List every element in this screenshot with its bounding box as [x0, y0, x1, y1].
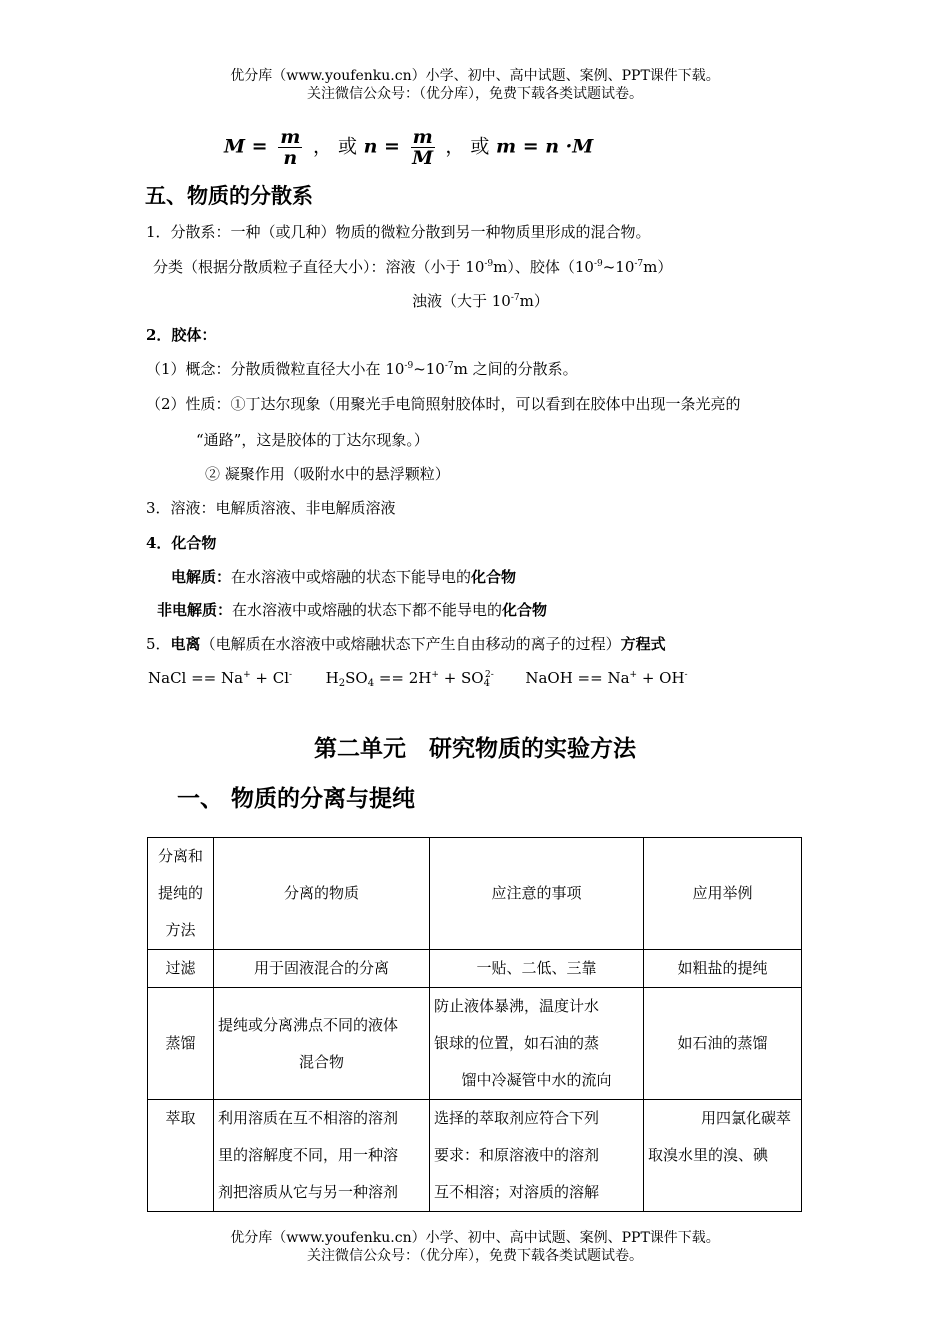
item-5-text: （电解质在水溶液中或熔融状态下产生自由移动的离子的过程）: [200, 635, 621, 653]
cell-line: 选择的萃取剂应符合下列: [434, 1109, 600, 1127]
cell-line: 取溴水里的溴、碘: [648, 1146, 769, 1164]
cell-method: 萃取: [148, 1100, 214, 1212]
molar-mass-formula: [224, 127, 593, 168]
fraction-m-over-n: [278, 127, 302, 168]
classify-a: 分类（根据分散质粒子直径大小）：溶液（小于 10: [153, 258, 485, 276]
table-header-row: [148, 838, 802, 950]
eq2-a: H: [325, 669, 339, 687]
eq2-sub4: 4: [367, 678, 375, 689]
cell-line: 要求：和原溶液中的溶剂: [434, 1146, 600, 1164]
cell-line: 馏中冷凝管中水的流向: [461, 1071, 612, 1089]
formula-sep-1: ， 或: [312, 135, 357, 158]
eq1-a: NaCl == Na: [148, 669, 244, 687]
frac2-den: M: [412, 147, 434, 169]
nonelectrolyte-compound: 化合物: [502, 601, 548, 619]
eq3-charge-plus: +: [629, 670, 638, 680]
header-line-1: 优分库（www.youfenku.cn）小学、初中、高中试题、案例、PPT课件下载。: [230, 68, 720, 84]
item-1: 1．分散系：一种（或几种）物质的微粒分散到另一种物质里形成的混合物。: [146, 223, 651, 241]
item-5-label: 电离: [170, 635, 201, 653]
section-5-title: 五、物质的分散系: [145, 183, 313, 208]
colloid-property-1: （2）性质：①丁达尔现象（用聚光手电筒照射胶体时，可以看到在胶体中出现一条光亮的: [146, 395, 741, 413]
formula-part3: m = n ·M: [496, 135, 594, 158]
eq2-b: SO: [345, 669, 368, 687]
cell-method: 蒸馏: [148, 988, 214, 1100]
concept-a: （1）概念：分散质微粒直径大小在 10: [146, 360, 405, 378]
cell-notes: 一贴、二低、三靠: [430, 950, 644, 988]
classification-line: [153, 257, 672, 277]
eq2-charge-plus: +: [431, 670, 439, 680]
frac1-den: n: [283, 147, 298, 169]
electrolyte-line: [171, 567, 516, 587]
header-method-line: 分离和: [157, 847, 203, 865]
eq1-charge-plus: +: [243, 670, 251, 680]
electrolyte-compound: 化合物: [471, 568, 517, 586]
cell-substance: 用于固液混合的分离: [214, 950, 430, 988]
header-cell-substance: 分离的物质: [214, 838, 430, 950]
nonelectrolyte-text: 在水溶液中或熔融的状态下都不能导电的: [232, 601, 503, 619]
cell-line: 利用溶质在互不相溶的溶剂: [218, 1109, 399, 1127]
classify-c: ~10: [602, 258, 635, 276]
cell-example: 如石油的蒸馏: [644, 988, 802, 1100]
exp-f: -7: [444, 361, 454, 371]
ionization-equations: [148, 668, 688, 688]
formula-sep-2: ， 或: [445, 135, 490, 158]
cell-line: 混合物: [298, 1052, 344, 1071]
fraction-m-over-M: [411, 127, 435, 168]
turbid-a: 浊液（大于 10: [412, 292, 511, 310]
cell-line: 剂把溶质从它与另一种溶剂: [218, 1183, 399, 1201]
cell-notes: [430, 1100, 644, 1212]
formula-part2: n =: [363, 135, 400, 158]
item-5-tail: 方程式: [620, 635, 666, 653]
cell-example: 如粗盐的提纯: [644, 950, 802, 988]
item-5-num: 5．: [146, 635, 171, 653]
item-2: 2．胶体：: [146, 326, 217, 344]
item-5: [146, 634, 666, 654]
cell-notes: [430, 988, 644, 1100]
footer-line-1: 优分库（www.youfenku.cn）小学、初中、高中试题、案例、PPT课件下载。: [230, 1230, 720, 1246]
classify-b: m）、胶体（10: [493, 258, 594, 276]
eq1-b: + Cl: [250, 669, 290, 687]
table-row: [148, 988, 802, 1100]
exp-b: -9: [593, 259, 603, 269]
colloid-property-1-cont: “通路”，这是胶体的丁达尔现象。）: [196, 431, 429, 449]
eq3: [525, 669, 687, 687]
cell-line: 用四氯化碳萃: [700, 1109, 791, 1127]
eq3-a: NaOH == Na: [525, 669, 630, 687]
item-3: 3．溶液：电解质溶液、非电解质溶液: [146, 499, 396, 517]
cell-method: 过滤: [148, 950, 214, 988]
nonelectrolyte-label: 非电解质：: [157, 601, 233, 619]
eq3-b: + OH: [637, 669, 685, 687]
eq2-charge-2minus: 2-: [484, 670, 494, 680]
cell-line: 提纯或分离沸点不同的液体: [218, 1015, 399, 1034]
header-line-2: 关注微信公众号：（优分库），免费下载各类试题试卷。: [307, 86, 643, 102]
eq2-d: + SO: [438, 669, 484, 687]
frac1-num: m: [280, 126, 301, 148]
table-row: [148, 950, 802, 988]
colloid-property-2: ② 凝聚作用（吸附水中的悬浮颗粒）: [205, 465, 450, 483]
colloid-concept: [146, 359, 578, 379]
unit-2-title: 第二单元 研究物质的实验方法: [314, 735, 636, 762]
eq2-sub4b: 4: [483, 678, 490, 689]
exp-e: -9: [404, 361, 414, 371]
exp-c: -7: [634, 259, 644, 269]
cell-substance: [214, 1100, 430, 1212]
item-4: 4．化合物: [146, 534, 217, 552]
cell-line: 银球的位置，如石油的蒸: [434, 1034, 600, 1052]
nonelectrolyte-line: [157, 600, 547, 620]
footer-line-2: 关注微信公众号：（优分库），免费下载各类试题试卷。: [307, 1248, 643, 1264]
eq2: [326, 669, 494, 687]
unit-2-subtitle: 一、 物质的分离与提纯: [177, 785, 416, 812]
cell-line: 互不相溶；对溶质的溶解: [434, 1183, 600, 1201]
turbid-line: [412, 291, 549, 311]
exp-a: -9: [484, 259, 494, 269]
eq1: [148, 669, 292, 687]
formula-part1: M =: [224, 135, 268, 158]
concept-c: m 之间的分散系。: [453, 360, 578, 378]
cell-line: 里的溶解度不同，用一种溶: [218, 1146, 399, 1164]
electrolyte-label: 电解质：: [171, 568, 232, 586]
exp-d: -7: [510, 293, 520, 303]
concept-b: ~10: [413, 360, 445, 378]
header-cell-example: 应用举例: [644, 838, 802, 950]
separation-methods-table: [147, 837, 802, 1212]
eq3-charge-minus: -: [684, 670, 688, 680]
cell-line: 防止液体暴沸，温度计水: [434, 997, 600, 1015]
header-method-line: 方法: [165, 921, 196, 939]
header-method-line: 提纯的: [157, 884, 203, 902]
table-row: [148, 1100, 802, 1212]
frac2-num: m: [412, 126, 433, 148]
classify-d: m）: [643, 258, 673, 276]
header-cell-method: [148, 838, 214, 950]
electrolyte-text: 在水溶液中或熔融的状态下能导电的: [231, 568, 472, 586]
cell-example: [644, 1100, 802, 1212]
turbid-b: m）: [519, 292, 549, 310]
eq2-c: == 2H: [374, 669, 432, 687]
eq1-charge-minus: -: [289, 670, 293, 680]
eq2-sub2: 2: [338, 678, 346, 689]
cell-substance: [214, 988, 430, 1100]
header-cell-notes: 应注意的事项: [430, 838, 644, 950]
